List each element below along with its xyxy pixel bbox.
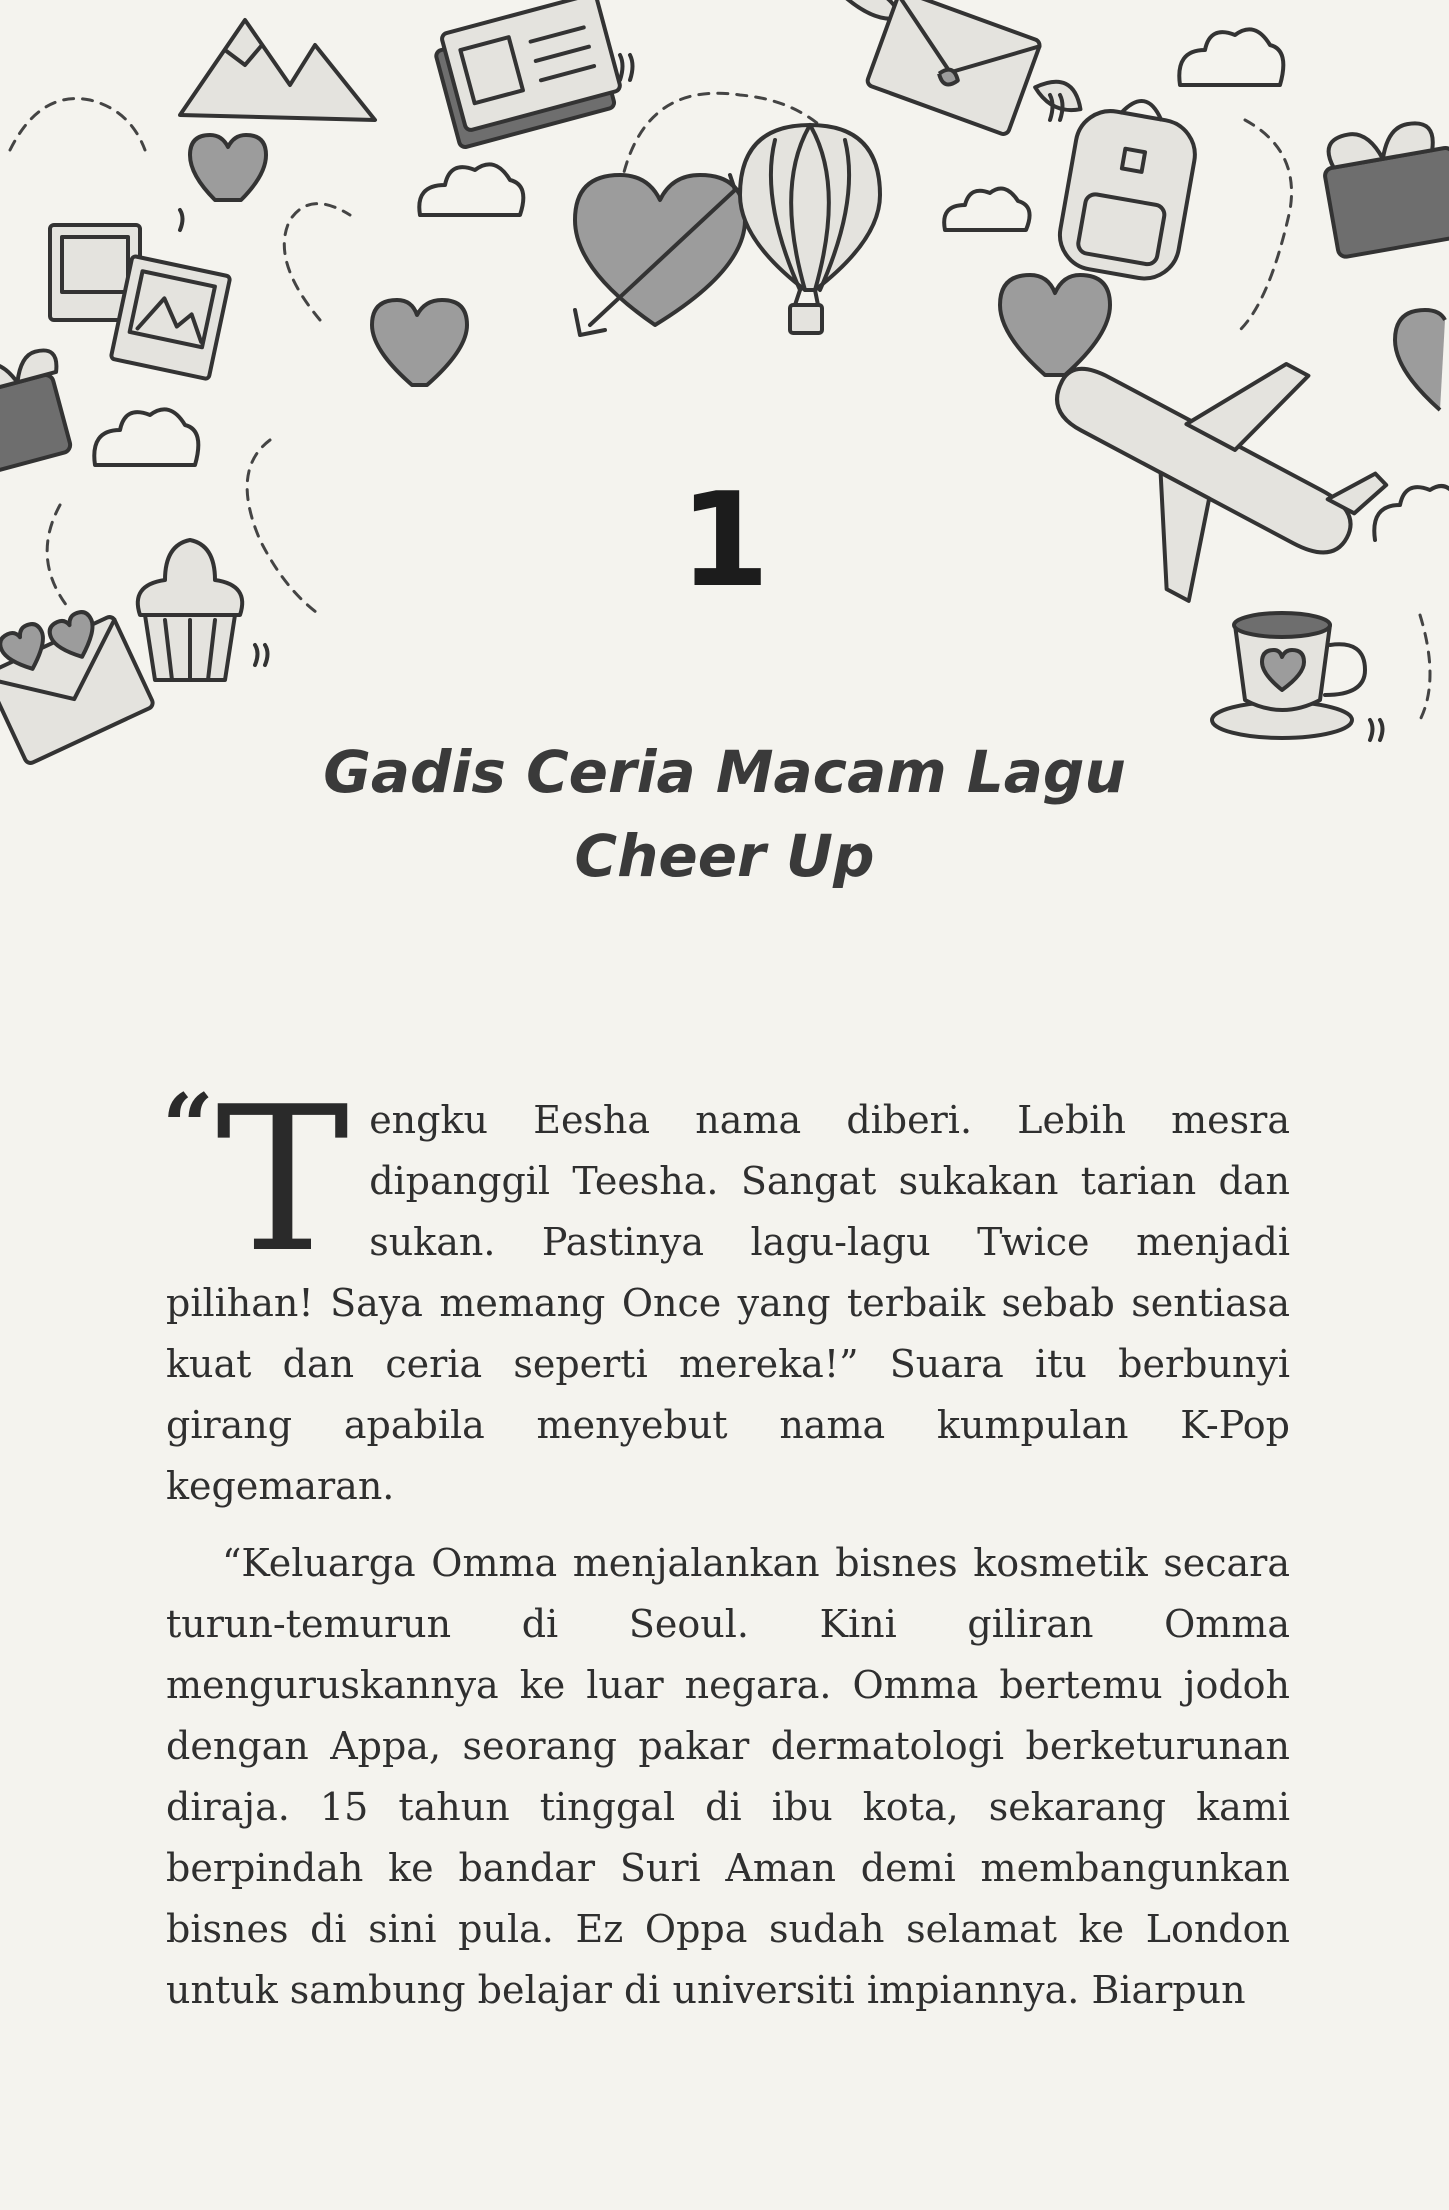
drop-cap: T [215,1064,350,1297]
winged-envelope-icon [819,0,1098,156]
coffee-cup-icon [1212,613,1365,738]
chapter-title-line2: Cheer Up [574,822,875,890]
chapter-title-line1: Gadis Ceria Macam Lagu [323,738,1126,806]
backpack-icon [1054,91,1203,284]
hot-air-balloon-icon [740,125,880,333]
heart-arrow-icon [575,175,750,335]
chapter-body [162,1064,1290,2037]
paragraph-1 [162,1064,1290,1517]
paragraph-2: “Keluarga Omma menjalankan bisnes kosmetik secara turun-temurun di Seoul. Kini giliran Omma menguruskannya ke luar negara. Omma bertemu jodoh dengan Appa, seorang pakar dermatologi berketurunan diraja. 15 tahun tinggal di ibu kota, sekarang kami berpindah ke bandar Suri Aman demi membangunkan bisnes di sini pula. Ez Oppa sudah selamat ke London untuk sambung belajar di universiti impiannya. Biarpun [166,1541,1290,2012]
postcard-icon [431,0,625,148]
mountains-icon [180,20,375,120]
paragraph-1-text: engku Eesha nama diberi. Lebih mesra dipanggil Teesha. Sangat sukakan tarian dan sukan. Pastinya lagu-lagu Twice menjadi pilihan! Saya memang Once yang terbaik sebab sentiasa kuat dan ceria seperti mereka!” Suara itu berbunyi girang apabila menyebut nama kumpulan K-Pop kegemaran. [166,1098,1290,1508]
doodle-header [0,0,1449,800]
chapter-number: 1 [679,464,770,616]
open-quote-mark: “ [162,1074,214,1180]
chapter-title [0,730,1449,898]
photo-icon [50,225,230,379]
